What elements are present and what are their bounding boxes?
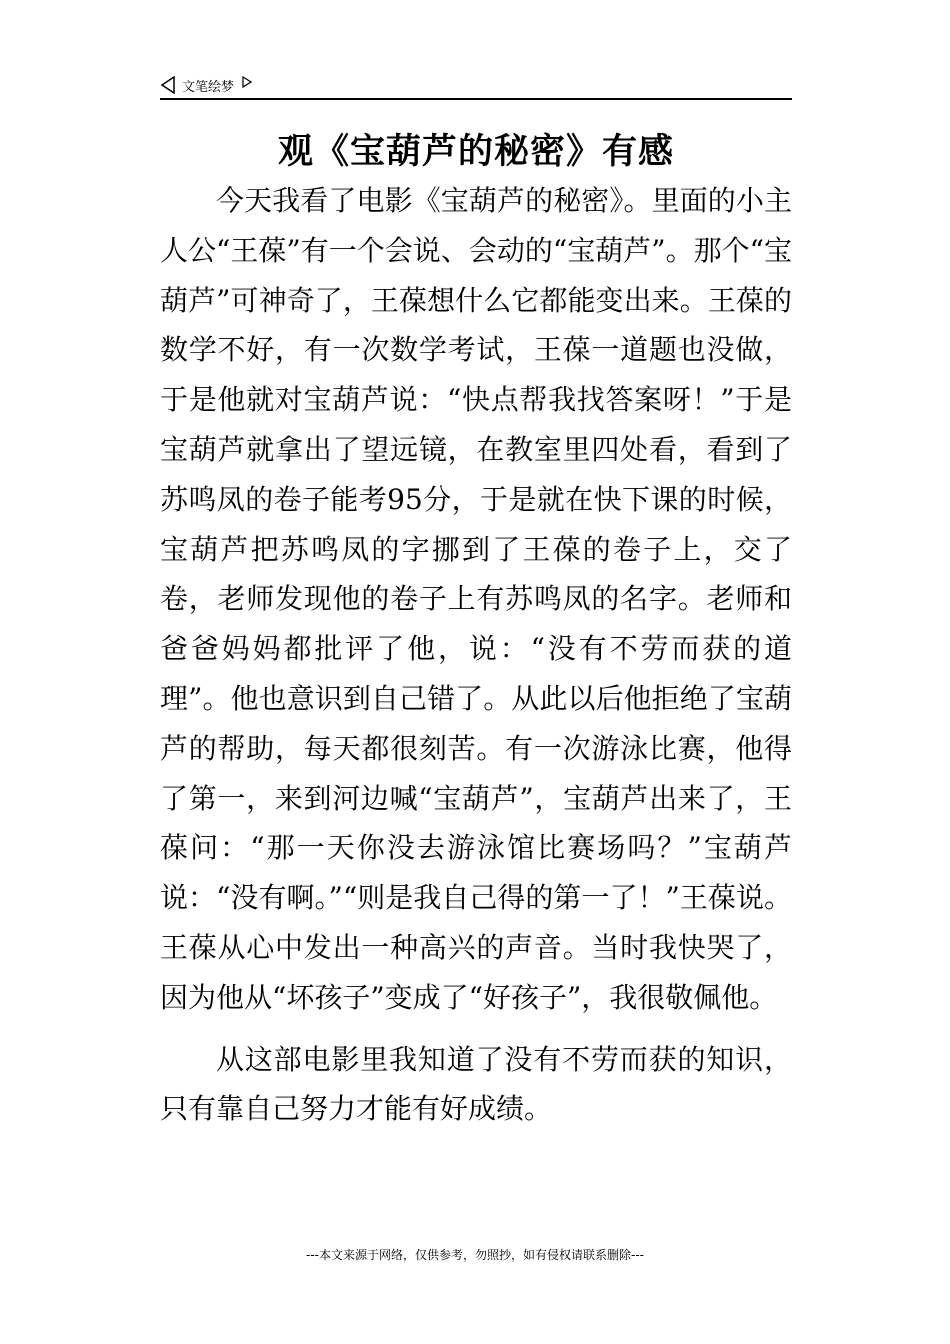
paragraph: 从这部电影里我知道了没有不劳而获的知识，只有靠自己努力才能有好成绩。 — [160, 1042, 792, 1126]
triangle-left-icon — [160, 76, 176, 94]
header-brand: 文笔绘梦 — [182, 79, 235, 95]
document-title: 观《宝葫芦的秘密》有感 — [277, 132, 674, 172]
page-header — [160, 72, 792, 100]
paragraph: 今天我看了电影《宝葫芦的秘密》。里面的小主人公“王葆”有一个会说、会动的“宝葫芦”。那个“宝葫芦”可神奇了，王葆想什么它都能变出来。王葆的数学不好，有一次数学考试，王葆一道题也没做，于是他就对宝葫芦说：“快点帮我找答案呀！”于是宝葫芦就拿出了望远镜，在教室里四处看，看到了苏鸣凤的卷子能考95分，于是就在快下课的时候，宝葫芦把苏鸣凤的字挪到了王葆的卷子上，交了卷，老师发现他的卷子上有苏鸣凤的名字。老师和爸爸妈妈都批评了他，说：“没有不劳而获的道理”。他也意识到自己错了。从此以后他拒绝了宝葫芦的帮助，每天都很刻苦。有一次游泳比赛，他得了第一，来到河边喊“宝葫芦”，宝葫芦出来了，王葆问：“那一天你没去游泳馆比赛场吗？”宝葫芦说：“没有啊。”“则是我自己得的第一了！”王葆说。王葆从心中发出一种高兴的声音。当时我快哭了，因为他从“坏孩子”变成了“好孩子”，我很敬佩他。 — [160, 184, 792, 1014]
triangle-right-icon — [242, 76, 252, 88]
document-body — [160, 176, 792, 1134]
page-footer: ---本文来源于网络，仅供参考，勿照抄，如有侵权请联系删除--- — [306, 1248, 644, 1262]
